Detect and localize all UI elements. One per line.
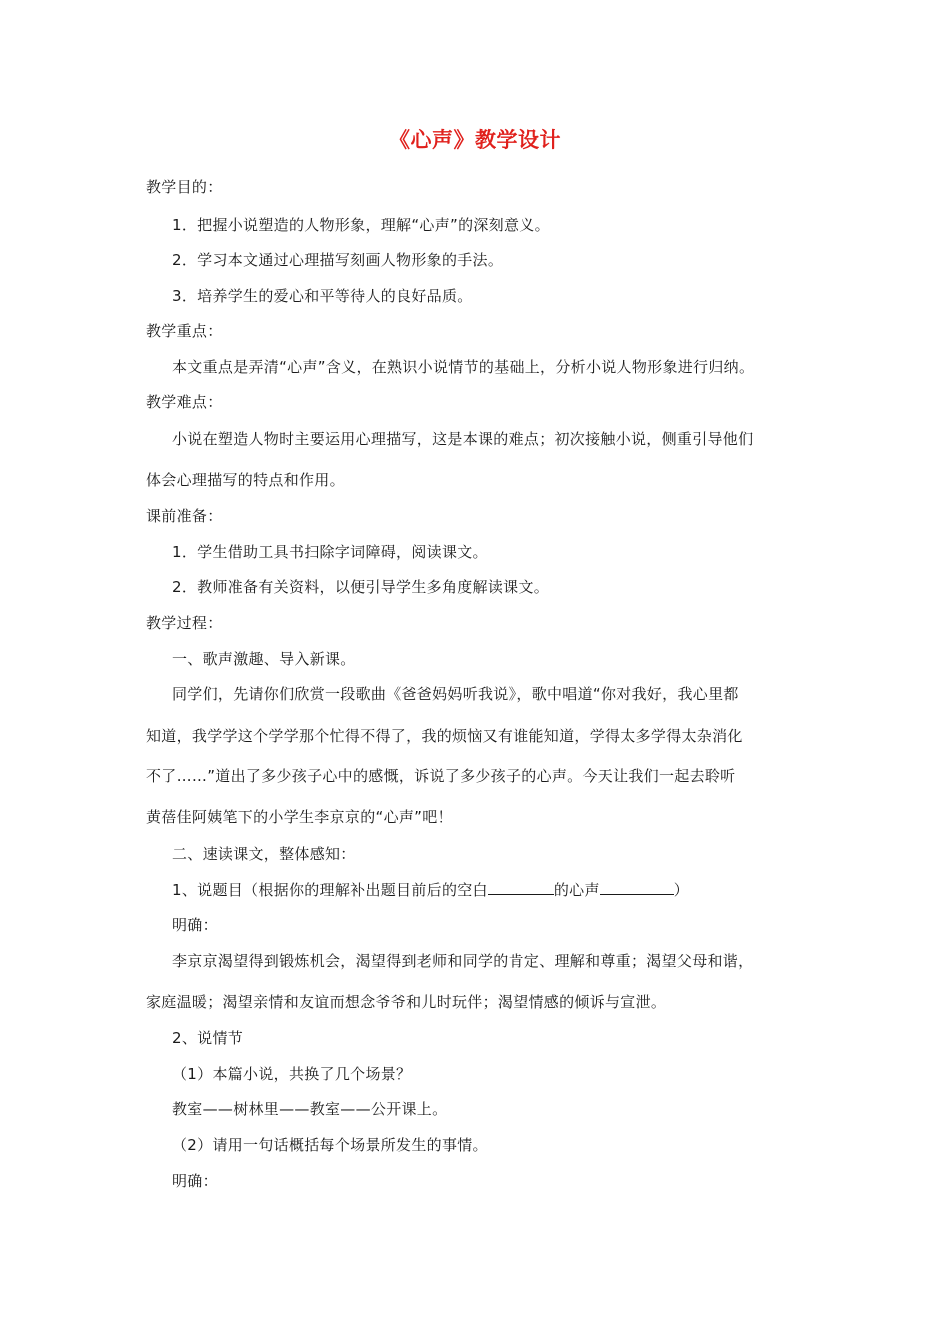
section1-text-line: 黄蓓佳阿姨笔下的小学生李京京的“心声”吧！	[146, 808, 453, 826]
topic-question	[172, 880, 689, 900]
topic-suffix: ）	[673, 881, 690, 899]
section1-heading: 一、歌声激趣、导入新课。	[172, 650, 356, 668]
objective-item: 3．培养学生的爱心和平等待人的良好品质。	[172, 287, 473, 305]
topic-middle: 的心声	[553, 881, 600, 899]
plot-answer: 教室——树林里——教室——公开课上。	[172, 1100, 448, 1118]
prep-heading: 课前准备：	[146, 507, 223, 525]
section1-text-line: 不了……”道出了多少孩子心中的感慨，诉说了多少孩子的心声。今天让我们一起去聆听	[146, 767, 736, 785]
plot-question: （1）本篇小说，共换了几个场景？	[172, 1065, 412, 1083]
prep-item: 1．学生借助工具书扫除字词障碍，阅读课文。	[172, 543, 488, 561]
objective-item: 1．把握小说塑造的人物形象，理解“心声”的深刻意义。	[172, 216, 550, 234]
section2-heading: 二、速读课文，整体感知：	[172, 845, 356, 863]
objective-item: 2．学习本文通过心理描写刻画人物形象的手法。	[172, 251, 504, 269]
answer-blank	[488, 880, 554, 895]
clarify-text-line: 李京京渴望得到锻炼机会，渴望得到老师和同学的肯定、理解和尊重；渴望父母和谐，	[172, 952, 754, 970]
difficulty-text-line: 体会心理描写的特点和作用。	[146, 471, 345, 489]
plot-heading: 2、说情节	[172, 1029, 244, 1047]
clarify-text-line: 家庭温暖；渴望亲情和友谊而想念爷爷和儿时玩伴；渴望情感的倾诉与宣泄。	[146, 993, 667, 1011]
plot-question: （2）请用一句话概括每个场景所发生的事情。	[172, 1136, 488, 1154]
answer-blank	[600, 880, 674, 895]
section1-text-line: 同学们，先请你们欣赏一段歌曲《爸爸妈妈听我说》，歌中唱道“你对我好，我心里都	[172, 685, 739, 703]
key-heading: 教学重点：	[146, 322, 223, 340]
prep-item: 2．教师准备有关资料，以便引导学生多角度解读课文。	[172, 578, 550, 596]
document-title: 《心声》教学设计	[389, 128, 561, 152]
difficulty-text-line: 小说在塑造人物时主要运用心理描写，这是本课的难点；初次接触小说，侧重引导他们	[172, 430, 754, 448]
objectives-heading: 教学目的：	[146, 178, 223, 196]
clarify-label: 明确：	[172, 1172, 218, 1190]
key-text: 本文重点是弄清“心声”含义，在熟识小说情节的基础上，分析小说人物形象进行归纳。	[172, 358, 755, 376]
difficulty-heading: 教学难点：	[146, 393, 223, 411]
topic-prefix: 1、说题目（根据你的理解补出题目前后的空白	[172, 881, 488, 899]
process-heading: 教学过程：	[146, 614, 223, 632]
section1-text-line: 知道，我学学这个学学那个忙得不得了，我的烦恼又有谁能知道，学得太多学得太杂消化	[146, 727, 743, 745]
clarify-label: 明确：	[172, 916, 218, 934]
